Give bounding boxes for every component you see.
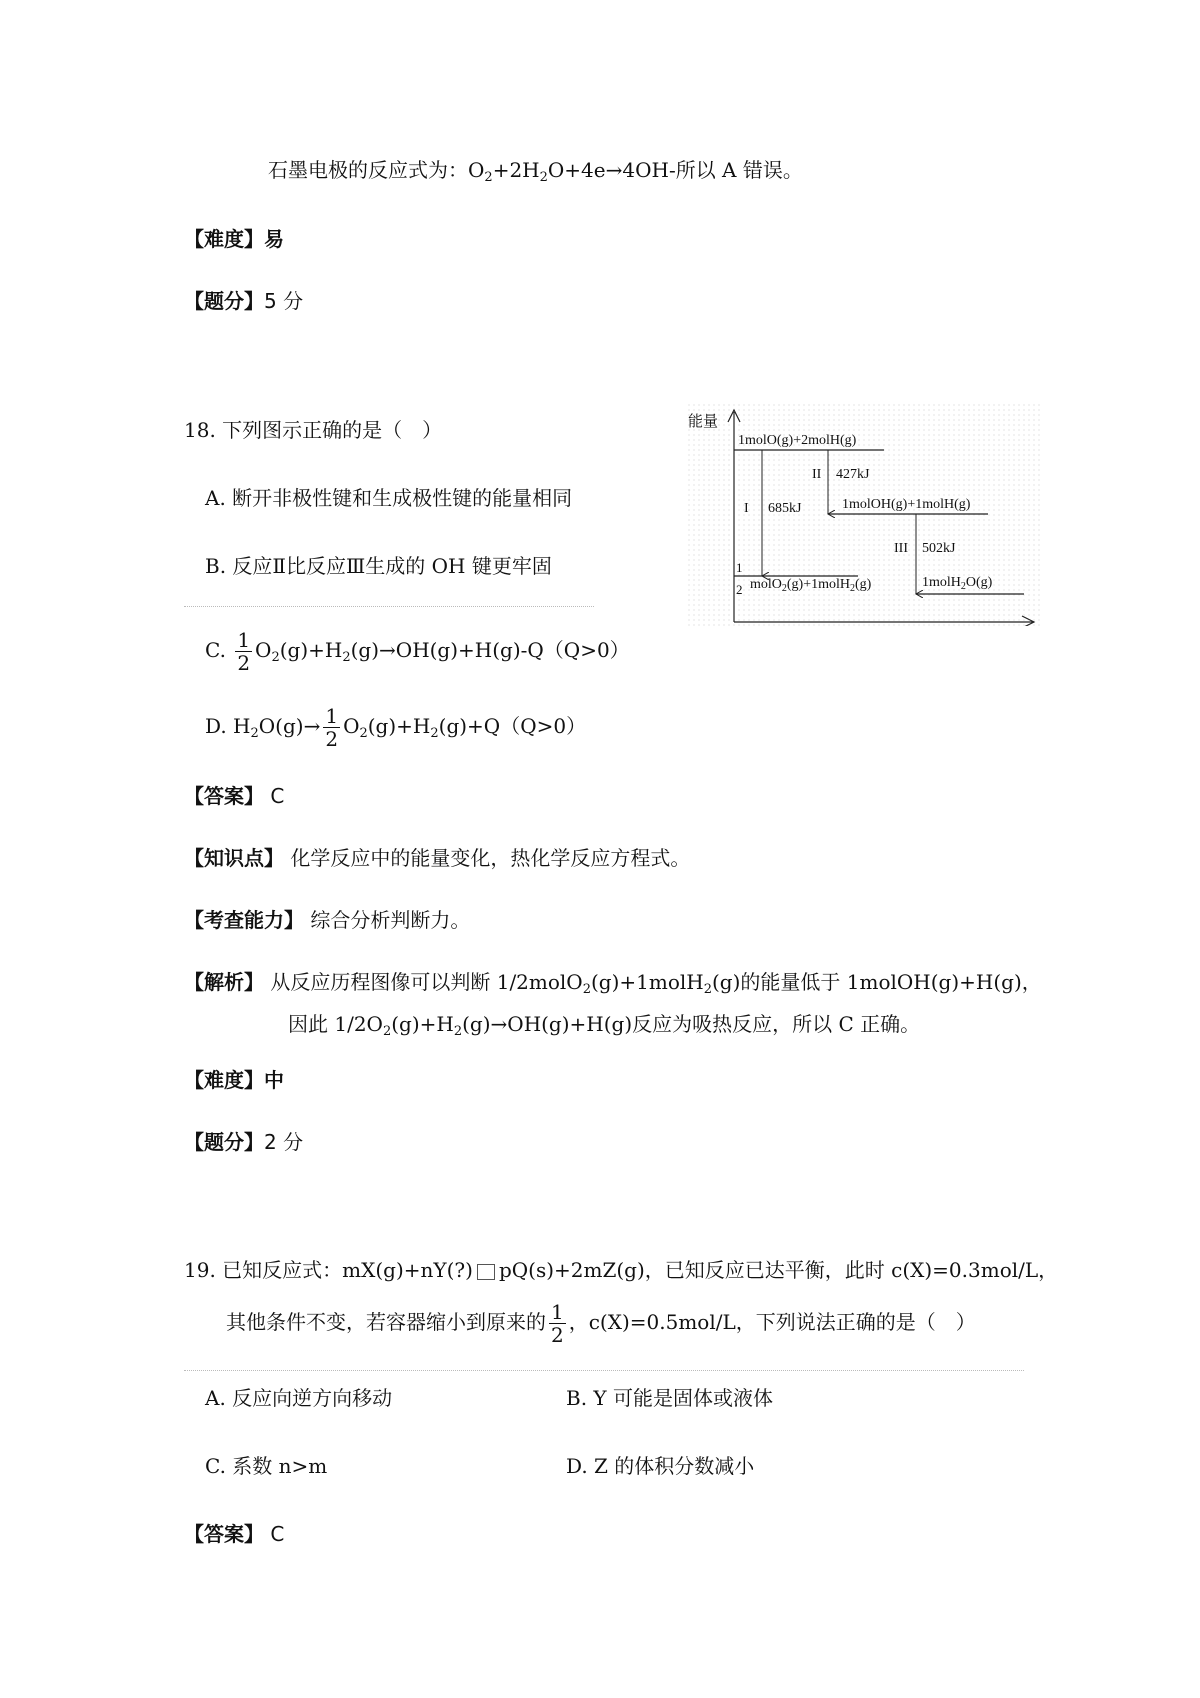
q18-stem: 18. 下列图示正确的是（ ） (184, 418, 443, 442)
q18-analysis-line1: 【解析】 从反应历程图像可以判断 1/2molO$_2$(g)+1molH$_2$(g)的能量低于 1molOH(g)+H(g)， (184, 970, 1042, 997)
frac-den: 2 (736, 582, 743, 597)
difficulty-label: 【难度】 (184, 227, 264, 251)
answer-label: 【答案】 (184, 784, 264, 808)
q18-option-a: A. 断开非极性键和生成极性键的能量相同 (205, 486, 573, 510)
fraction: $\frac{1}{2}$ (237, 628, 251, 675)
q19-option-a: A. 反应向逆方向移动 (205, 1386, 393, 1410)
q17-difficulty (184, 225, 284, 253)
q17-graphite-equation: 石墨电极的反应式为：$O_2+2H_2O+4e\to 4OH-$所以 A 错误。 (268, 158, 803, 185)
energy-diagram-svg (688, 404, 1040, 626)
q18-analysis-line2: 因此 $1/2O_2(g)+H_2(g)\to OH(g)+H(g)$反应为吸热反应，所以 C 正确。 (288, 1012, 921, 1039)
energy-level-diagram (688, 404, 1040, 626)
step-I-label: I (744, 501, 749, 516)
q18-option-c: C. $\frac{1}{2}$ $O_2(g)+H_2(g)\to OH(g)+H(g)-Q(Q>0)$ (205, 628, 630, 675)
step-III-energy: 502kJ (922, 541, 956, 556)
q18-answer (184, 782, 284, 810)
step-III-label: III (894, 541, 908, 556)
level-bottom-right-label: 1molH$_2$O(g) (922, 575, 993, 592)
score-value: 2 分 (264, 1130, 304, 1154)
q18-ability: 【考查能力】 综合分析判断力。 (184, 908, 471, 932)
section-divider (184, 1370, 1024, 1371)
score-value: 5 分 (264, 289, 304, 313)
q19-option-d: D. Z 的体积分数减小 (566, 1454, 755, 1478)
ability-label: 【考查能力】 (184, 908, 304, 932)
step-II-label: II (812, 467, 822, 482)
step-II-energy: 427kJ (836, 467, 870, 482)
y-axis-label: 能量 (688, 412, 719, 430)
q19-stem-line1: 19. 已知反应式：mX(g)+nY(?) pQ(s)+2mZ(g)，已知反应已达平衡，此时 c(X)=0.3mol/L， (184, 1258, 1059, 1282)
difficulty-value: 易 (264, 227, 284, 251)
q19-option-c: C. 系数 n>m (205, 1454, 328, 1478)
section-divider (184, 606, 594, 607)
frac-num: 1 (736, 560, 743, 575)
q18-difficulty (184, 1066, 284, 1094)
step-I-energy: 685kJ (768, 501, 802, 516)
q19-stem-line2: 其他条件不变，若容器缩小到原来的 $\frac{1}{2}$ ，c(X)=0.5mol/L，下列说法正确的是（ ） (226, 1300, 976, 1347)
level-bottom-left-label: molO$_2$(g)+1molH$_2$(g) (750, 577, 872, 594)
difficulty-value: 中 (264, 1068, 284, 1092)
fraction: $\frac{1}{2}$ (551, 1300, 564, 1347)
analysis-label: 【解析】 (184, 970, 264, 994)
q19-option-b: B. Y 可能是固体或液体 (566, 1386, 773, 1410)
answer-label: 【答案】 (184, 1522, 264, 1546)
level-top-label: 1molO(g)+2molH(g) (738, 433, 857, 448)
q18-option-d: D. $H_2O(g)\to$ $\frac{1}{2}$ $O_2(g)+H_2(g)+Q(Q>0)$ (205, 704, 587, 751)
level-mid-label: 1molOH(g)+1molH(g) (842, 497, 971, 512)
answer-value: C (270, 784, 285, 808)
difficulty-label: 【难度】 (184, 1068, 264, 1092)
answer-value: C (270, 1522, 285, 1546)
score-label: 【题分】 (184, 1130, 264, 1154)
q18-score (184, 1128, 303, 1156)
q19-answer (184, 1520, 284, 1548)
fraction: $\frac{1}{2}$ (325, 704, 339, 751)
q18-knowledge: 【知识点】 化学反应中的能量变化，热化学反应方程式。 (184, 846, 691, 870)
knowledge-label: 【知识点】 (184, 846, 284, 870)
q17-score (184, 287, 303, 315)
equilibrium-symbol-icon (477, 1264, 495, 1280)
q18-option-b: B. 反应Ⅱ比反应Ⅲ生成的 OH 键更牢固 (205, 554, 552, 578)
score-label: 【题分】 (184, 289, 264, 313)
